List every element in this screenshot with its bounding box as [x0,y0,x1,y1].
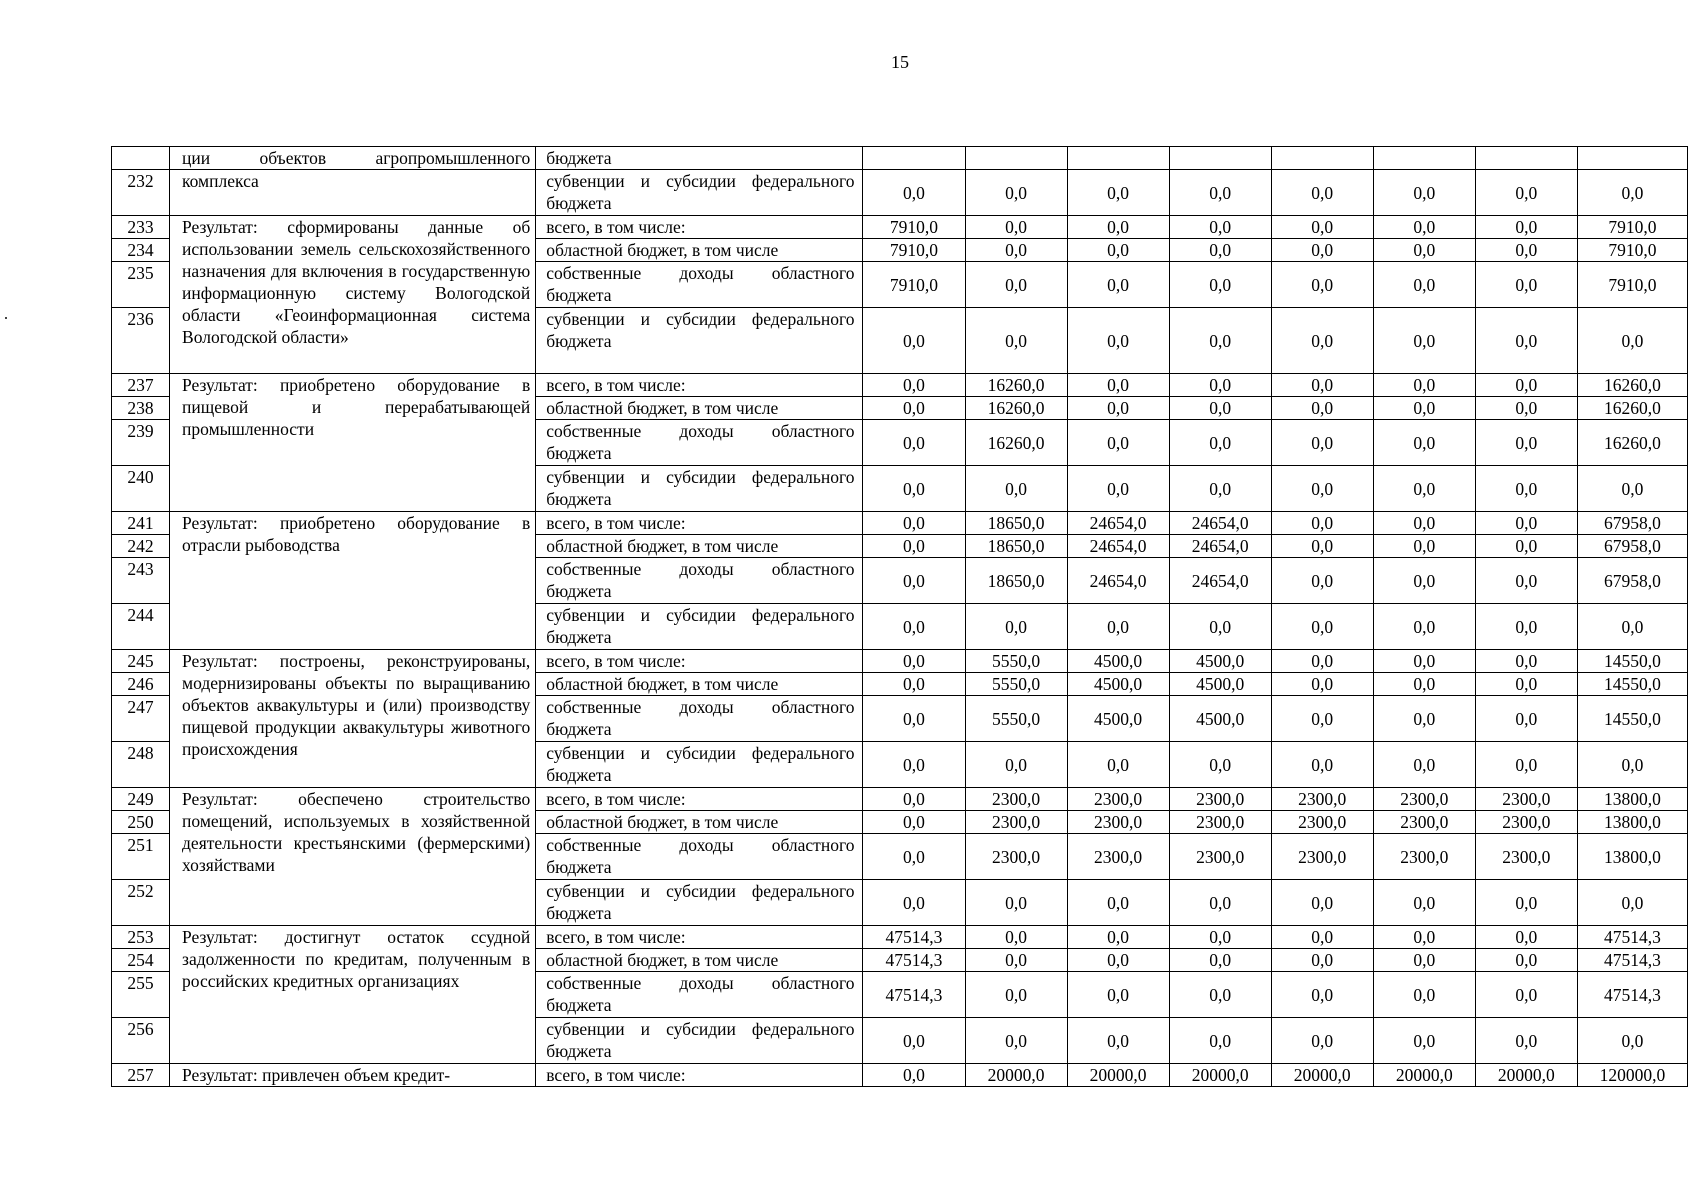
value-cell: 0,0 [965,742,1067,788]
funding-source: областной бюджет, в том числе [536,949,863,972]
value-cell: 2300,0 [1271,834,1373,880]
value-cell: 20000,0 [1475,1064,1577,1087]
value-cell [1067,147,1169,170]
value-cell: 0,0 [1067,262,1169,308]
total-value-cell: 14550,0 [1577,696,1687,742]
total-value-cell: 16260,0 [1577,374,1687,397]
table-row [112,512,1688,535]
value-cell: 0,0 [1373,604,1475,650]
result-description: Результат: приобретено оборудование в отрасли рыбоводства [170,512,536,650]
value-cell: 24654,0 [1067,512,1169,535]
value-cell: 0,0 [1169,949,1271,972]
funding-source: областной бюджет, в том числе [536,535,863,558]
value-cell: 0,0 [1373,972,1475,1018]
value-cell: 5550,0 [965,696,1067,742]
value-cell: 0,0 [1271,742,1373,788]
value-cell: 0,0 [863,374,965,397]
value-cell: 0,0 [965,1018,1067,1064]
value-cell: 0,0 [1475,308,1577,374]
value-cell: 0,0 [1475,604,1577,650]
value-cell: 0,0 [1169,880,1271,926]
value-cell: 0,0 [1169,420,1271,466]
row-number: 247 [112,696,170,742]
value-cell: 0,0 [1373,949,1475,972]
funding-source: собственные доходы областного бюджета [536,558,863,604]
row-number: 236 [112,308,170,374]
funding-source: всего, в том числе: [536,512,863,535]
value-cell: 0,0 [1271,466,1373,512]
value-cell: 0,0 [1373,880,1475,926]
funding-source: субвенции и субсидии федерального бюджета [536,170,863,216]
value-cell: 16260,0 [965,374,1067,397]
value-cell: 0,0 [965,262,1067,308]
funding-source: субвенции и субсидии федерального бюджета [536,880,863,926]
funding-source: собственные доходы областного бюджета [536,696,863,742]
value-cell: 7910,0 [863,216,965,239]
value-cell: 0,0 [1271,397,1373,420]
total-value-cell: 47514,3 [1577,926,1687,949]
value-cell: 0,0 [1271,239,1373,262]
value-cell: 0,0 [1373,308,1475,374]
value-cell: 0,0 [1271,972,1373,1018]
value-cell: 0,0 [1271,535,1373,558]
value-cell: 0,0 [965,926,1067,949]
value-cell: 2300,0 [1169,834,1271,880]
value-cell: 0,0 [1169,262,1271,308]
value-cell: 2300,0 [1169,811,1271,834]
value-cell: 0,0 [1475,535,1577,558]
value-cell: 0,0 [1169,466,1271,512]
value-cell: 0,0 [863,788,965,811]
row-number: 235 [112,262,170,308]
row-number [112,147,170,170]
funding-source: субвенции и субсидии федерального бюджета [536,466,863,512]
budget-table [111,146,1688,1087]
value-cell: 0,0 [1475,926,1577,949]
value-cell: 4500,0 [1067,696,1169,742]
scan-speck [5,317,7,319]
value-cell: 0,0 [1475,558,1577,604]
value-cell: 47514,3 [863,949,965,972]
value-cell: 0,0 [1373,512,1475,535]
value-cell: 0,0 [1373,650,1475,673]
value-cell: 0,0 [863,420,965,466]
value-cell: 2300,0 [1475,788,1577,811]
value-cell: 0,0 [1067,216,1169,239]
total-value-cell: 0,0 [1577,604,1687,650]
result-description: Результат: обеспечено строительство помещений, используемых в хозяйственной деятельности крестьянскими (фермерскими) хозяйствами [170,788,536,926]
total-value-cell: 7910,0 [1577,216,1687,239]
row-number: 252 [112,880,170,926]
value-cell: 0,0 [1169,742,1271,788]
value-cell: 0,0 [1475,650,1577,673]
total-value-cell: 13800,0 [1577,834,1687,880]
value-cell [1271,147,1373,170]
value-cell: 2300,0 [1067,811,1169,834]
value-cell: 16260,0 [965,397,1067,420]
value-cell: 0,0 [1169,1018,1271,1064]
funding-source: всего, в том числе: [536,650,863,673]
value-cell: 24654,0 [1169,535,1271,558]
funding-source: субвенции и субсидии федерального бюджета [536,742,863,788]
value-cell: 2300,0 [1373,788,1475,811]
value-cell: 0,0 [1373,239,1475,262]
value-cell: 0,0 [1067,374,1169,397]
value-cell: 0,0 [1373,170,1475,216]
funding-source: собственные доходы областного бюджета [536,834,863,880]
value-cell: 0,0 [1373,1018,1475,1064]
row-number: 246 [112,673,170,696]
row-number: 257 [112,1064,170,1087]
value-cell [863,147,965,170]
value-cell: 0,0 [1271,170,1373,216]
result-description: Результат: построены, реконструированы, модернизированы объекты по выращиванию объектов аквакультуры и (или) производству пищевой продукции аквакультуры животного происхождения [170,650,536,788]
value-cell: 4500,0 [1067,650,1169,673]
value-cell: 24654,0 [1169,558,1271,604]
value-cell: 0,0 [1373,466,1475,512]
total-value-cell: 120000,0 [1577,1064,1687,1087]
value-cell: 0,0 [1271,880,1373,926]
row-number: 240 [112,466,170,512]
value-cell: 0,0 [1475,673,1577,696]
value-cell: 0,0 [863,696,965,742]
value-cell: 0,0 [1373,374,1475,397]
value-cell: 0,0 [1067,604,1169,650]
row-number: 249 [112,788,170,811]
total-value-cell: 0,0 [1577,466,1687,512]
value-cell: 0,0 [1475,397,1577,420]
value-cell: 0,0 [863,673,965,696]
value-cell: 0,0 [1271,696,1373,742]
total-value-cell: 67958,0 [1577,558,1687,604]
funding-source: областной бюджет, в том числе [536,811,863,834]
value-cell: 0,0 [1271,604,1373,650]
row-number: 242 [112,535,170,558]
value-cell: 0,0 [1067,880,1169,926]
value-cell: 0,0 [1271,216,1373,239]
row-number: 243 [112,558,170,604]
row-number: 234 [112,239,170,262]
row-number: 244 [112,604,170,650]
total-value-cell: 16260,0 [1577,397,1687,420]
value-cell: 0,0 [1169,604,1271,650]
funding-source: собственные доходы областного бюджета [536,262,863,308]
total-value-cell: 14550,0 [1577,650,1687,673]
value-cell: 0,0 [965,949,1067,972]
table-row [112,216,1688,239]
value-cell: 0,0 [863,466,965,512]
value-cell: 5550,0 [965,673,1067,696]
value-cell: 0,0 [1373,216,1475,239]
total-value-cell: 16260,0 [1577,420,1687,466]
funding-source: субвенции и субсидии федерального бюджета [536,1018,863,1064]
value-cell: 0,0 [863,512,965,535]
table-body [112,147,1688,1087]
value-cell [965,147,1067,170]
value-cell: 4500,0 [1169,673,1271,696]
value-cell: 0,0 [1475,239,1577,262]
value-cell: 0,0 [863,397,965,420]
value-cell: 0,0 [1067,239,1169,262]
value-cell: 2300,0 [965,788,1067,811]
row-number: 232 [112,170,170,216]
table-row [112,1064,1688,1087]
value-cell: 2300,0 [965,811,1067,834]
total-value-cell: 0,0 [1577,742,1687,788]
total-value-cell: 0,0 [1577,880,1687,926]
row-number: 254 [112,949,170,972]
value-cell: 0,0 [1373,262,1475,308]
value-cell: 0,0 [965,972,1067,1018]
total-value-cell: 13800,0 [1577,811,1687,834]
total-value-cell: 67958,0 [1577,535,1687,558]
value-cell: 0,0 [1475,949,1577,972]
value-cell: 2300,0 [1271,788,1373,811]
value-cell: 16260,0 [965,420,1067,466]
value-cell: 0,0 [1475,170,1577,216]
value-cell: 0,0 [863,742,965,788]
value-cell: 2300,0 [1067,834,1169,880]
value-cell: 2300,0 [1373,834,1475,880]
value-cell: 0,0 [965,308,1067,374]
value-cell: 0,0 [863,880,965,926]
funding-source: областной бюджет, в том числе [536,673,863,696]
row-number: 241 [112,512,170,535]
total-value-cell: 0,0 [1577,308,1687,374]
result-description: Результат: приобретено оборудование в пищевой и перерабатывающей промышленности [170,374,536,512]
value-cell: 0,0 [1169,374,1271,397]
value-cell: 0,0 [1067,397,1169,420]
funding-source: субвенции и субсидии федерального бюджета [536,604,863,650]
row-number: 256 [112,1018,170,1064]
value-cell: 0,0 [1271,512,1373,535]
value-cell: 0,0 [1067,949,1169,972]
value-cell: 0,0 [1067,742,1169,788]
total-value-cell: 13800,0 [1577,788,1687,811]
value-cell: 0,0 [1475,742,1577,788]
funding-source: собственные доходы областного бюджета [536,972,863,1018]
value-cell: 0,0 [1271,374,1373,397]
total-value-cell: 7910,0 [1577,262,1687,308]
result-description: ции объектов агропромышленного [170,147,536,170]
value-cell: 0,0 [965,239,1067,262]
total-value-cell: 14550,0 [1577,673,1687,696]
value-cell: 47514,3 [863,972,965,1018]
value-cell: 0,0 [1067,926,1169,949]
value-cell: 0,0 [1373,926,1475,949]
value-cell: 0,0 [965,170,1067,216]
value-cell: 0,0 [1169,216,1271,239]
value-cell: 0,0 [1169,170,1271,216]
value-cell: 18650,0 [965,558,1067,604]
table-row [112,170,1688,216]
value-cell: 0,0 [1271,308,1373,374]
row-number: 250 [112,811,170,834]
value-cell: 24654,0 [1169,512,1271,535]
value-cell: 0,0 [1271,420,1373,466]
value-cell: 0,0 [1067,308,1169,374]
value-cell: 0,0 [1373,420,1475,466]
value-cell: 0,0 [1475,880,1577,926]
page-number: 15 [891,52,909,72]
value-cell: 0,0 [1169,239,1271,262]
value-cell: 0,0 [1373,742,1475,788]
value-cell: 7910,0 [863,262,965,308]
value-cell: 0,0 [1271,673,1373,696]
value-cell: 2300,0 [1373,811,1475,834]
value-cell: 0,0 [863,650,965,673]
value-cell: 20000,0 [1169,1064,1271,1087]
result-description: комплекса [170,170,536,216]
value-cell: 0,0 [1475,512,1577,535]
result-description: Результат: сформированы данные об использовании земель сельскохозяйственного назначения для включения в государственную информационную систему Вологодской области «Геоинформационная система Вологодской области» [170,216,536,374]
result-description: Результат: привлечен объем кредит- [170,1064,536,1087]
value-cell: 0,0 [1373,535,1475,558]
value-cell: 0,0 [1475,262,1577,308]
value-cell: 0,0 [1067,972,1169,1018]
value-cell: 0,0 [863,811,965,834]
value-cell: 20000,0 [1271,1064,1373,1087]
value-cell: 0,0 [863,1018,965,1064]
value-cell: 4500,0 [1169,650,1271,673]
value-cell: 0,0 [863,170,965,216]
value-cell: 0,0 [1475,972,1577,1018]
value-cell: 0,0 [965,466,1067,512]
value-cell: 0,0 [1373,673,1475,696]
value-cell [1577,147,1687,170]
total-value-cell: 0,0 [1577,1018,1687,1064]
value-cell: 47514,3 [863,926,965,949]
funding-source: всего, в том числе: [536,216,863,239]
value-cell: 0,0 [1271,262,1373,308]
row-number: 248 [112,742,170,788]
value-cell: 0,0 [1271,1018,1373,1064]
value-cell: 24654,0 [1067,535,1169,558]
value-cell: 24654,0 [1067,558,1169,604]
total-value-cell: 0,0 [1577,170,1687,216]
value-cell: 2300,0 [1169,788,1271,811]
value-cell: 0,0 [1067,420,1169,466]
table-row-continuation [112,147,1688,170]
value-cell: 5550,0 [965,650,1067,673]
value-cell: 0,0 [1271,949,1373,972]
funding-source: всего, в том числе: [536,374,863,397]
value-cell [1373,147,1475,170]
table-row [112,788,1688,811]
total-value-cell: 7910,0 [1577,239,1687,262]
row-number: 238 [112,397,170,420]
value-cell: 0,0 [863,535,965,558]
value-cell: 0,0 [1373,558,1475,604]
value-cell: 0,0 [863,308,965,374]
value-cell: 0,0 [965,880,1067,926]
value-cell: 0,0 [1475,696,1577,742]
value-cell [1475,147,1577,170]
value-cell: 20000,0 [965,1064,1067,1087]
funding-source: всего, в том числе: [536,788,863,811]
total-value-cell: 47514,3 [1577,949,1687,972]
funding-source: всего, в том числе: [536,926,863,949]
total-value-cell: 47514,3 [1577,972,1687,1018]
value-cell: 0,0 [1475,466,1577,512]
funding-source: всего, в том числе: [536,1064,863,1087]
row-number: 251 [112,834,170,880]
value-cell: 0,0 [863,834,965,880]
value-cell: 0,0 [1169,397,1271,420]
value-cell: 2300,0 [1475,834,1577,880]
row-number: 233 [112,216,170,239]
value-cell: 2300,0 [1067,788,1169,811]
value-cell: 0,0 [1475,374,1577,397]
table-row [112,926,1688,949]
value-cell: 2300,0 [1271,811,1373,834]
total-value-cell: 67958,0 [1577,512,1687,535]
value-cell: 0,0 [1475,1018,1577,1064]
row-number: 253 [112,926,170,949]
funding-source: собственные доходы областного бюджета [536,420,863,466]
value-cell: 0,0 [863,1064,965,1087]
funding-source: субвенции и субсидии федерального бюджета [536,308,863,374]
value-cell: 18650,0 [965,512,1067,535]
value-cell: 0,0 [1271,558,1373,604]
value-cell: 0,0 [1475,420,1577,466]
value-cell: 18650,0 [965,535,1067,558]
value-cell: 0,0 [1271,926,1373,949]
value-cell: 0,0 [1271,650,1373,673]
value-cell: 0,0 [1169,926,1271,949]
value-cell: 0,0 [863,558,965,604]
value-cell: 4500,0 [1067,673,1169,696]
row-number: 237 [112,374,170,397]
value-cell: 0,0 [1067,466,1169,512]
value-cell [1169,147,1271,170]
value-cell: 0,0 [1373,397,1475,420]
value-cell: 0,0 [1067,1018,1169,1064]
row-number: 255 [112,972,170,1018]
value-cell: 0,0 [1475,216,1577,239]
funding-source: областной бюджет, в том числе [536,239,863,262]
row-number: 239 [112,420,170,466]
value-cell: 20000,0 [1067,1064,1169,1087]
value-cell: 2300,0 [965,834,1067,880]
funding-source: областной бюджет, в том числе [536,397,863,420]
result-description: Результат: достигнут остаток ссудной задолженности по кредитам, полученным в российских кредитных организациях [170,926,536,1064]
value-cell: 2300,0 [1475,811,1577,834]
value-cell: 0,0 [965,216,1067,239]
value-cell: 4500,0 [1169,696,1271,742]
value-cell: 0,0 [1169,308,1271,374]
table-row [112,650,1688,673]
value-cell: 0,0 [1169,972,1271,1018]
table-row [112,374,1688,397]
value-cell: 0,0 [1373,696,1475,742]
value-cell: 0,0 [965,604,1067,650]
value-cell: 20000,0 [1373,1064,1475,1087]
row-number: 245 [112,650,170,673]
value-cell: 0,0 [1067,170,1169,216]
value-cell: 7910,0 [863,239,965,262]
value-cell: 0,0 [863,604,965,650]
funding-source: бюджета [536,147,863,170]
